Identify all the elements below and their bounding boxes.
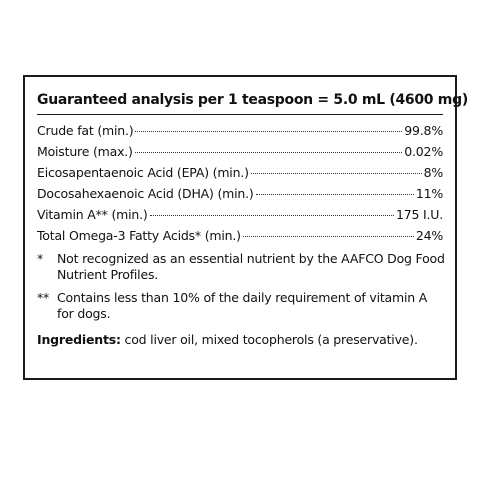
guaranteed-analysis-panel [23, 75, 468, 380]
footnote-mark: * [37, 251, 44, 266]
row-name: Crude fat (min.) [37, 123, 134, 138]
row-value: 175 I.U. [395, 207, 443, 222]
analysis-row-vitamin-a [37, 207, 443, 225]
row-value: 24% [415, 228, 443, 243]
footnote-mark: ** [37, 290, 50, 305]
row-value: 11% [415, 186, 443, 201]
row-name: Total Omega-3 Fatty Acids* (min.) [37, 228, 241, 243]
analysis-row-crude-fat [37, 123, 443, 141]
ingredients-text: cod liver oil, mixed tocopherols (a preservative). [120, 332, 418, 347]
row-value: 0.02% [404, 144, 443, 159]
dot-leader [135, 152, 403, 153]
ingredients-line [37, 332, 445, 347]
row-name: Vitamin A** (min.) [37, 207, 148, 222]
dot-leader [243, 236, 414, 237]
dot-leader [150, 215, 394, 216]
row-name: Moisture (max.) [37, 144, 133, 159]
analysis-row-moisture [37, 144, 443, 162]
analysis-row-dha [37, 186, 443, 204]
footnote-double-asterisk [37, 290, 445, 322]
analysis-row-epa [37, 165, 443, 183]
dot-leader [256, 194, 414, 195]
footnote-text: Contains less than 10% of the daily requirement of vitamin A for dogs. [57, 290, 428, 321]
analysis-row-omega-3 [37, 228, 443, 246]
row-value: 8% [423, 165, 443, 180]
analysis-heading: Guaranteed analysis per 1 teaspoon = 5.0 mL (4600 mg) [37, 92, 468, 108]
ingredients-label: Ingredients: [37, 332, 121, 347]
dot-leader [251, 173, 422, 174]
row-name: Docosahexaenoic Acid (DHA) (min.) [37, 186, 254, 201]
footnote-text: Not recognized as an essential nutrient by the AAFCO Dog Food Nutrient Profiles. [57, 251, 445, 282]
row-name: Eicosapentaenoic Acid (EPA) (min.) [37, 165, 249, 180]
heading-divider [37, 114, 443, 115]
row-value: 99.8% [404, 123, 443, 138]
dot-leader [135, 131, 402, 132]
footnote-single-asterisk [37, 251, 445, 283]
